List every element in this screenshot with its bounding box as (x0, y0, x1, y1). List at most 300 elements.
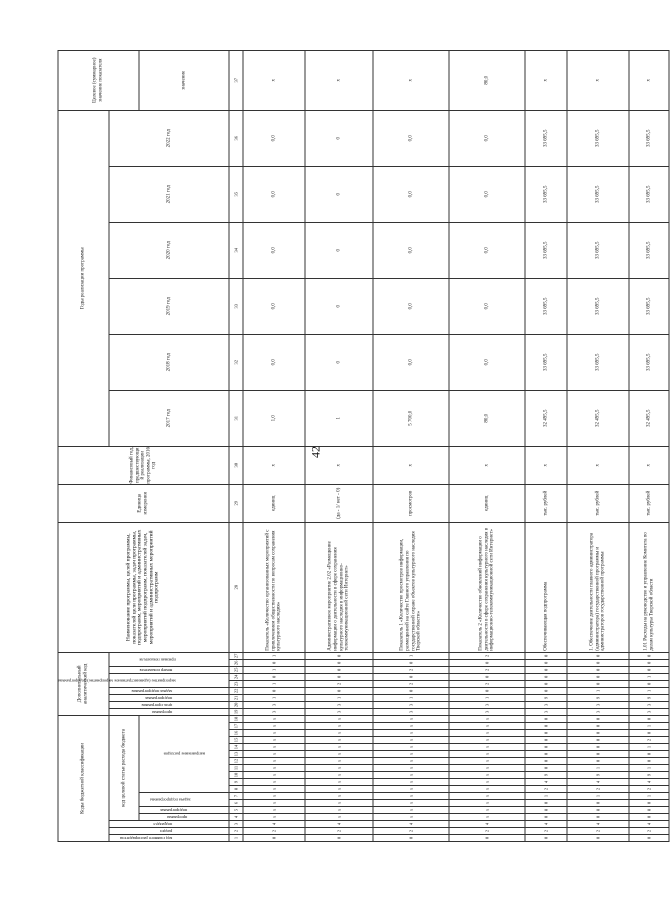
code-cell: 2 (305, 680, 373, 687)
code-cell: 1 (243, 694, 305, 701)
row-final: х (305, 50, 373, 110)
vh-4: программа (139, 814, 229, 821)
vh-a7: признак показателя (109, 652, 229, 666)
code-cell: 9 (629, 772, 669, 779)
code-cell: 4 (243, 821, 305, 828)
code-cell: 0 (525, 673, 567, 680)
code-cell: 0 (567, 659, 629, 666)
code-cell: х (373, 786, 449, 793)
code-cell: 1 (629, 765, 669, 772)
code-cell: 0 (525, 737, 567, 744)
row-year-value: 33 695,5 (629, 110, 669, 166)
code-cell: 2 (373, 666, 449, 673)
column-number: 1 (229, 835, 243, 842)
code-cell: 0 (567, 673, 629, 680)
code-cell: х (305, 800, 373, 807)
code-cell: х (243, 807, 305, 814)
rotated-table-wrapper (58, 57, 654, 842)
code-cell: 2 (525, 786, 567, 793)
code-cell: 0 (373, 659, 449, 666)
row-final: х (243, 50, 305, 110)
code-cell: 2 (629, 828, 669, 835)
code-cell: 0 (525, 758, 567, 765)
code-cell: 0 (567, 652, 629, 659)
row-name: Показатель 1 «Количество просмотров информации, размещенной на сайте Главного управления по государственной охране объектов культурного наследия Тверской области» (373, 522, 449, 652)
code-cell: 0 (567, 737, 629, 744)
column-number: 35 (229, 166, 243, 222)
row-unit: тыс. рублей (567, 484, 629, 522)
code-cell: х (373, 723, 449, 730)
code-cell: 0 (243, 835, 305, 842)
table-row (373, 50, 449, 841)
row-name: Показатель 2 «Количество обновлений информации о деятельности в сфере сохранения культурного наследия в информационно-телекоммуникационной сети Интернет» (449, 522, 525, 652)
year-1: 2017 год (109, 390, 229, 446)
vh-6: задача подпрограммы (139, 793, 229, 807)
code-cell: 3 (373, 701, 449, 708)
code-cell: х (449, 807, 525, 814)
column-number: 32 (229, 334, 243, 390)
code-cell: х (305, 723, 373, 730)
code-cell: 4 (629, 779, 669, 786)
code-cell: 0 (525, 730, 567, 737)
row-name: Показатель «Количество организованных мероприятий с привлечением общественности по вопросам сохранения культурного наследия» (243, 522, 305, 652)
row-year-value: 0,0 (449, 222, 525, 278)
column-number: 5 (229, 807, 243, 814)
row-name: 1.01 Расходы на руководство и управление Комитета по делам культуры Тверской области (629, 522, 669, 652)
row-unit: просмотров (373, 484, 449, 522)
code-cell: х (243, 751, 305, 758)
code-cell: 0 (567, 730, 629, 737)
row-year-value: 33 695,5 (525, 278, 567, 334)
code-cell: 0 (305, 687, 373, 694)
code-cell: х (243, 744, 305, 751)
column-number: 36 (229, 110, 243, 166)
row-year-value: 0,0 (373, 110, 449, 166)
column-numbers-row (229, 50, 243, 841)
code-cell: х (243, 730, 305, 737)
code-cell: 1 (567, 765, 629, 772)
code-cell: 0 (243, 687, 305, 694)
column-number: 2 (229, 828, 243, 835)
code-cell: 0 (525, 652, 567, 659)
code-cell: х (305, 765, 373, 772)
code-cell: 2 (449, 828, 525, 835)
vh-2: раздел (109, 828, 229, 835)
code-cell: 1 (373, 652, 449, 659)
code-cell: х (373, 751, 449, 758)
vh-7: направление расходов (139, 715, 229, 792)
row-year-value: 32 495,5 (629, 390, 669, 446)
code-cell: 0 (567, 715, 629, 722)
code-cell: х (243, 758, 305, 765)
header-fin-year: Финансовый год, предшествующий реализации программы, 2016 год (58, 446, 229, 484)
code-cell: 4 (373, 821, 449, 828)
code-cell: 0 (525, 659, 567, 666)
row-year-value: 0 (305, 222, 373, 278)
column-number: 29 (229, 484, 243, 522)
code-cell: 0 (305, 835, 373, 842)
row-year-value: 32 495,5 (525, 390, 567, 446)
code-cell: 0 (525, 723, 567, 730)
row-year-value: 0 (305, 166, 373, 222)
row-unit: единиц (449, 484, 525, 522)
row-unit: тыс. рублей (629, 484, 669, 522)
row-fin-year: х (567, 446, 629, 484)
code-cell: 2 (629, 737, 669, 744)
code-cell: 1 (243, 652, 305, 659)
row-year-value: 0,0 (449, 110, 525, 166)
code-cell: х (449, 765, 525, 772)
year-4: 2020 год (109, 222, 229, 278)
code-cell: х (449, 786, 525, 793)
code-cell: х (305, 751, 373, 758)
code-cell: 1 (449, 694, 525, 701)
code-cell: х (243, 723, 305, 730)
code-cell: х (373, 772, 449, 779)
code-cell: 0 (629, 730, 669, 737)
code-cell: х (373, 765, 449, 772)
row-fin-year: х (629, 446, 669, 484)
header-final: Целевое (суммарное) значение показателя (58, 50, 139, 110)
code-cell: 1 (305, 694, 373, 701)
code-cell: х (373, 779, 449, 786)
code-cell: 2 (525, 828, 567, 835)
row-name: Обеспечивающая подпрограмма (525, 522, 567, 652)
column-number: 3 (229, 821, 243, 828)
code-cell: 9 (629, 694, 669, 701)
row-year-value: 33 695,5 (567, 334, 629, 390)
row-year-value: 33 695,5 (525, 110, 567, 166)
code-cell: 0 (449, 687, 525, 694)
code-cell: 0 (449, 659, 525, 666)
row-unit: тыс. рублей (525, 484, 567, 522)
code-cell: 3 (629, 708, 669, 715)
row-year-value: 0,0 (243, 166, 305, 222)
code-cell: 0 (629, 751, 669, 758)
code-cell: 0 (567, 758, 629, 765)
row-year-value: 0,0 (449, 334, 525, 390)
code-cell: 1 (567, 687, 629, 694)
code-cell: 4 (525, 821, 567, 828)
row-year-value: 0,0 (243, 110, 305, 166)
code-cell: 9 (567, 694, 629, 701)
row-year-value: 5 700,0 (373, 390, 449, 446)
row-year-value: 33 695,5 (629, 166, 669, 222)
code-cell: 1 (629, 793, 669, 800)
row-fin-year: х (373, 446, 449, 484)
row-year-value: 32 495,5 (567, 390, 629, 446)
code-cell: 4 (567, 779, 629, 786)
code-cell: х (305, 715, 373, 722)
column-number: 21 (229, 694, 243, 701)
code-cell: 4 (305, 821, 373, 828)
row-final: х (373, 50, 449, 110)
table-row (305, 50, 373, 841)
column-number: 6 (229, 800, 243, 807)
code-cell: 0 (525, 744, 567, 751)
code-cell: х (373, 737, 449, 744)
code-cell: х (243, 800, 305, 807)
code-cell: 0 (305, 673, 373, 680)
row-unit: единиц (243, 484, 305, 522)
code-cell: 0 (243, 673, 305, 680)
code-cell: 0 (525, 680, 567, 687)
code-cell: 3 (567, 708, 629, 715)
year-2: 2018 год (109, 334, 229, 390)
table-row (449, 50, 525, 841)
code-cell: 0 (567, 751, 629, 758)
code-cell: х (449, 800, 525, 807)
header-analytic-code: Дополнительный аналитический код (58, 652, 109, 715)
row-final: х (567, 50, 629, 110)
vh-3: подраздел (109, 821, 229, 828)
row-name: Административное мероприятие 2.02 «Размещение информации о деятельности в сфере сохранения культурного наследия в информационно-телекоммуникационной сети Интернет» (305, 522, 373, 652)
row-fin-year: х (525, 446, 567, 484)
row-year-value: 33 695,5 (629, 222, 669, 278)
row-year-value: 0,0 (373, 334, 449, 390)
code-cell: 2 (449, 666, 525, 673)
row-year-value: 0 (305, 110, 373, 166)
code-cell: х (373, 744, 449, 751)
code-cell: 1 (629, 687, 669, 694)
code-cell: 2 (449, 680, 525, 687)
vh-5: подпрограмма (139, 807, 229, 814)
code-cell: 1 (629, 723, 669, 730)
vh-a6: номер показателя (109, 666, 229, 673)
code-cell: х (373, 800, 449, 807)
row-final: х (629, 50, 669, 110)
code-cell: х (373, 814, 449, 821)
row-year-value: 0,0 (243, 222, 305, 278)
column-number: 16 (229, 730, 243, 737)
header-budget-codes: Коды бюджетной классификации (58, 715, 109, 841)
row-unit: (да - 1/ нет - 0) (305, 484, 373, 522)
code-cell: 0 (525, 800, 567, 807)
code-cell: 2 (567, 786, 629, 793)
code-cell: 2 (629, 786, 669, 793)
code-cell: 0 (629, 680, 669, 687)
column-number: 23 (229, 680, 243, 687)
row-year-value: 33 695,5 (525, 222, 567, 278)
vh-a4: задача подпрограммы (109, 687, 229, 694)
code-cell: 1 (243, 680, 305, 687)
code-cell: 0 (305, 659, 373, 666)
code-cell: 2 (243, 828, 305, 835)
vh-a1: программа (109, 708, 229, 715)
code-cell: 1 (373, 694, 449, 701)
code-cell: х (449, 772, 525, 779)
code-cell: х (373, 758, 449, 765)
code-cell: 0 (629, 652, 669, 659)
code-cell: 3 (629, 701, 669, 708)
year-3: 2019 год (109, 278, 229, 334)
code-cell: 0 (373, 687, 449, 694)
code-cell: 2 (373, 828, 449, 835)
code-cell: х (243, 737, 305, 744)
code-cell: 1 (629, 673, 669, 680)
code-cell: 0 (525, 814, 567, 821)
column-number: 24 (229, 673, 243, 680)
code-cell: х (243, 793, 305, 800)
column-number: 9 (229, 779, 243, 786)
code-cell: 3 (567, 701, 629, 708)
row-year-value: 33 695,5 (567, 278, 629, 334)
column-number: 30 (229, 446, 243, 484)
column-number: 8 (229, 786, 243, 793)
code-cell: 1 (567, 793, 629, 800)
code-cell: 3 (243, 708, 305, 715)
code-cell: х (305, 807, 373, 814)
row-year-value: 0,0 (243, 334, 305, 390)
row-year-value: 33 695,5 (629, 278, 669, 334)
code-cell: 3 (525, 701, 567, 708)
code-cell: 0 (629, 758, 669, 765)
vh-a5: мероприятие (административное мероприятие) подпрограммы (109, 673, 229, 687)
table-row (567, 50, 629, 841)
code-cell: 4 (629, 821, 669, 828)
code-cell: 0 (243, 659, 305, 666)
code-cell: х (449, 758, 525, 765)
header-name: Наименование программы, целей программы, показателей цели программы, задач программы, подпрограмм, мероприятий и административных мероприятий подпрограмм, показателей задач, мероприятий и административных мероприятий подпрограмм (58, 522, 229, 652)
row-year-value: 0,0 (373, 222, 449, 278)
code-cell: х (305, 786, 373, 793)
code-cell: 2 (567, 828, 629, 835)
code-cell: х (449, 730, 525, 737)
row-year-value: 80,0 (449, 390, 525, 446)
row-year-value: 33 695,5 (567, 110, 629, 166)
code-cell: 0 (305, 666, 373, 673)
column-number: 33 (229, 278, 243, 334)
column-number: 25 (229, 666, 243, 673)
code-cell: х (305, 758, 373, 765)
column-number: 26 (229, 659, 243, 666)
code-cell: 3 (305, 701, 373, 708)
row-year-value: 0,0 (449, 278, 525, 334)
row-year-value: 33 695,5 (525, 334, 567, 390)
column-number: 4 (229, 814, 243, 821)
row-final: 80,0 (449, 50, 525, 110)
column-number: 10 (229, 772, 243, 779)
code-cell: 3 (305, 708, 373, 715)
row-year-value: 33 695,5 (525, 166, 567, 222)
code-cell: 3 (243, 701, 305, 708)
column-number: 18 (229, 715, 243, 722)
code-cell: х (373, 807, 449, 814)
code-cell: 0 (567, 835, 629, 842)
code-cell: х (305, 779, 373, 786)
code-cell: х (449, 744, 525, 751)
row-year-value: 0 (305, 334, 373, 390)
code-cell: х (243, 786, 305, 793)
header-years-group: Годы реализации программы (58, 110, 109, 446)
code-cell: 0 (629, 800, 669, 807)
code-cell: 0 (567, 680, 629, 687)
code-cell: 0 (525, 751, 567, 758)
code-cell: х (305, 793, 373, 800)
code-cell: 0 (525, 666, 567, 673)
code-cell: 1 (629, 744, 669, 751)
program-table (58, 50, 670, 842)
code-cell: х (305, 772, 373, 779)
column-number: 31 (229, 390, 243, 446)
code-cell: х (305, 737, 373, 744)
code-cell: х (305, 730, 373, 737)
year-5: 2021 год (109, 166, 229, 222)
code-cell: х (449, 723, 525, 730)
code-cell: 8 (567, 807, 629, 814)
row-final: х (525, 50, 567, 110)
column-number: 15 (229, 737, 243, 744)
code-cell: 0 (373, 835, 449, 842)
code-cell: 0 (373, 673, 449, 680)
row-year-value: 1 (305, 390, 373, 446)
code-cell: 0 (305, 652, 373, 659)
code-cell: х (373, 793, 449, 800)
code-cell: 2 (449, 652, 525, 659)
code-cell: 0 (449, 835, 525, 842)
column-number: 20 (229, 701, 243, 708)
row-name: 1. Обеспечение деятельности главного администратора (администратора) государственной программы и администраторов государственной программы (567, 522, 629, 652)
code-cell: х (243, 779, 305, 786)
code-cell: 0 (525, 687, 567, 694)
column-number: 22 (229, 687, 243, 694)
code-cell: х (243, 765, 305, 772)
code-cell: 9 (567, 772, 629, 779)
code-cell: 8 (525, 807, 567, 814)
row-year-value: 0 (305, 278, 373, 334)
code-cell: х (243, 715, 305, 722)
code-cell: х (305, 744, 373, 751)
column-number: 28 (229, 522, 243, 652)
column-number: 34 (229, 222, 243, 278)
code-cell: 2 (305, 828, 373, 835)
code-cell: х (449, 737, 525, 744)
code-cell: 4 (525, 779, 567, 786)
code-cell: 3 (449, 708, 525, 715)
vh-a3: подпрограмма (109, 694, 229, 701)
code-cell: 0 (525, 765, 567, 772)
code-cell: 0 (629, 814, 669, 821)
column-number: 17 (229, 723, 243, 730)
row-year-value: 33 695,5 (629, 334, 669, 390)
code-cell: 1 (525, 793, 567, 800)
code-cell: 0 (525, 835, 567, 842)
code-cell: 3 (525, 708, 567, 715)
code-cell: 3 (449, 701, 525, 708)
row-fin-year: х (305, 446, 373, 484)
code-cell: 0 (629, 715, 669, 722)
vh-a2: цель программы (109, 701, 229, 708)
code-cell: 0 (567, 814, 629, 821)
code-cell: 0 (449, 673, 525, 680)
code-cell: 1 (243, 666, 305, 673)
column-number: 14 (229, 744, 243, 751)
code-cell: х (449, 814, 525, 821)
header-final-sub: значение (139, 50, 229, 110)
row-year-value: 33 695,5 (567, 222, 629, 278)
row-year-value: 33 695,5 (567, 166, 629, 222)
column-number: 7 (229, 793, 243, 800)
code-cell: х (449, 793, 525, 800)
code-cell: х (243, 772, 305, 779)
code-cell: 0 (567, 744, 629, 751)
table-row (243, 50, 305, 841)
row-year-value: 0,0 (449, 166, 525, 222)
code-cell: х (449, 715, 525, 722)
code-cell: 0 (629, 666, 669, 673)
code-cell: 0 (629, 835, 669, 842)
code-cell: 0 (567, 666, 629, 673)
